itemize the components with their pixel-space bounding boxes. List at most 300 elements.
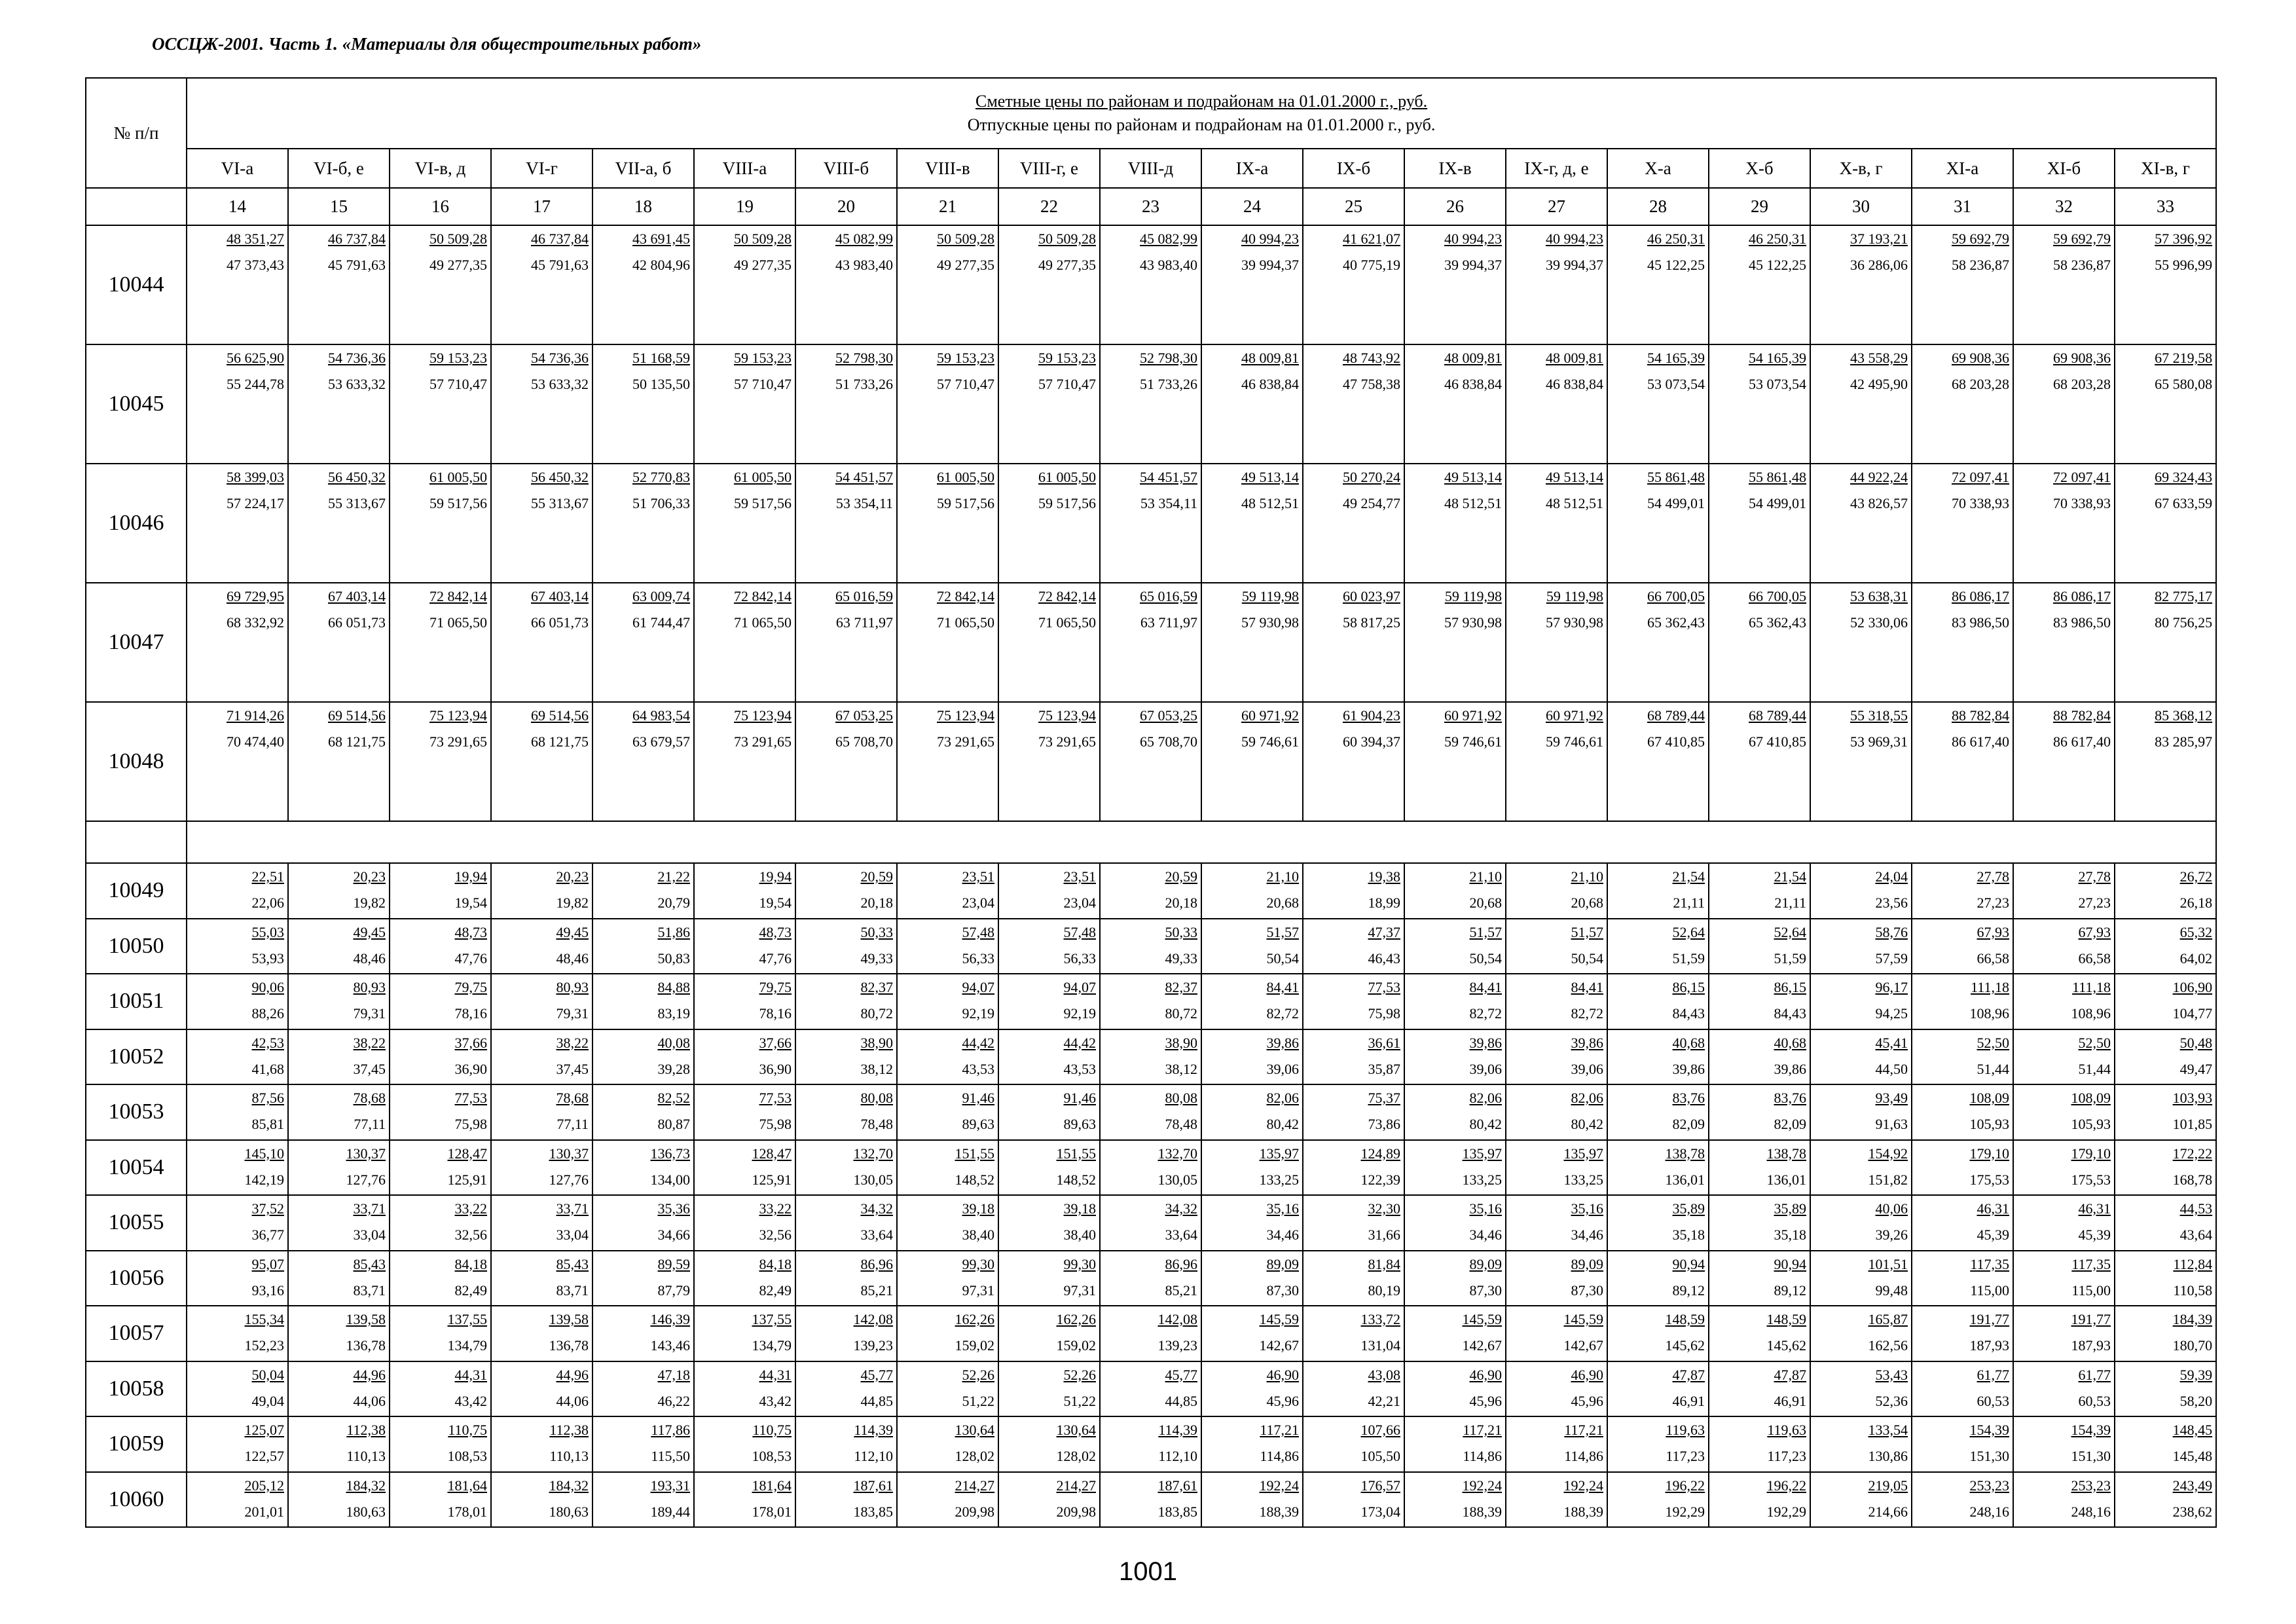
price-cell: [2115, 1140, 2216, 1196]
release-price: 92,19: [1063, 1005, 1096, 1022]
release-price: 130,86: [1868, 1448, 1908, 1464]
release-price: 125,91: [447, 1171, 487, 1188]
item-number: 10052: [86, 1029, 187, 1085]
price-cell: [694, 1195, 795, 1251]
release-price: 151,82: [1868, 1171, 1908, 1188]
price-cell: [1404, 464, 1506, 583]
release-price: 105,93: [1969, 1116, 2009, 1132]
release-price: 49,47: [2179, 1060, 2213, 1077]
estimate-price: 112,38: [549, 1422, 589, 1438]
price-cell: [1100, 464, 1201, 583]
price-cell: [1201, 1361, 1303, 1417]
price-cell: [1709, 1195, 1810, 1251]
release-price: 49 254,77: [1343, 495, 1400, 511]
estimate-price: 117,21: [1260, 1422, 1299, 1438]
estimate-price: 86 086,17: [1952, 588, 2009, 604]
release-price: 43 983,40: [835, 257, 893, 273]
release-price: 44,06: [353, 1392, 386, 1409]
release-price: 151,30: [2071, 1448, 2111, 1464]
table-row: [86, 1251, 2216, 1306]
price-cell: [1303, 1084, 1404, 1140]
estimate-price: 58 399,03: [227, 469, 284, 485]
estimate-price: 43 691,45: [632, 231, 690, 247]
release-price: 80,72: [1165, 1005, 1197, 1022]
release-price: 142,67: [1563, 1337, 1603, 1354]
price-cell: [1506, 1472, 1607, 1528]
release-price: 78,48: [860, 1116, 893, 1132]
price-cell: [390, 1029, 491, 1085]
price-cell: [187, 1306, 288, 1361]
estimate-price: 40,68: [1672, 1034, 1705, 1051]
region-header: VIII-а: [694, 149, 795, 188]
release-price: 77,11: [354, 1116, 386, 1132]
price-cell: [288, 464, 390, 583]
region-header: VI-а: [187, 149, 288, 188]
price-cell: [1201, 1140, 1303, 1196]
price-cell: [491, 1472, 592, 1528]
release-price: 67 633,59: [2155, 495, 2213, 511]
release-price: 51,22: [962, 1392, 994, 1409]
release-price: 39,26: [1875, 1227, 1908, 1243]
release-price: 48 512,51: [1444, 495, 1502, 511]
release-price: 78,48: [1165, 1116, 1197, 1132]
release-price: 50,83: [657, 950, 690, 967]
price-cell: [1506, 1306, 1607, 1361]
estimate-price: 243,49: [2172, 1477, 2213, 1494]
price-cell: [390, 225, 491, 344]
estimate-price: 56 450,32: [328, 469, 386, 485]
estimate-price: 69 324,43: [2155, 469, 2213, 485]
column-number: 14: [187, 188, 288, 225]
price-cell: [1404, 1361, 1506, 1417]
release-price: 59 746,61: [1241, 733, 1299, 750]
estimate-price: 89,09: [1266, 1255, 1299, 1272]
estimate-price: 119,63: [1666, 1422, 1705, 1438]
estimate-price: 54 451,57: [835, 469, 893, 485]
price-cell: [2115, 863, 2216, 919]
price-cell: [1201, 1029, 1303, 1085]
price-cell: [1303, 1140, 1404, 1196]
estimate-price: 119,63: [1767, 1422, 1806, 1438]
release-price: 39 994,37: [1444, 257, 1502, 273]
release-price: 32,56: [759, 1227, 792, 1243]
table-row: [86, 583, 2216, 702]
item-number: 10055: [86, 1195, 187, 1251]
release-price: 159,02: [955, 1337, 994, 1354]
release-price: 57 710,47: [734, 376, 792, 392]
price-cell: [1100, 1140, 1201, 1196]
table-row: [86, 919, 2216, 974]
estimate-price: 61 005,50: [937, 469, 994, 485]
price-cell: [1404, 702, 1506, 821]
estimate-price: 135,97: [1563, 1145, 1603, 1162]
estimate-price: 77,53: [1368, 979, 1400, 995]
price-cell: [795, 974, 897, 1029]
price-cell: [1303, 583, 1404, 702]
estimate-price: 117,21: [1564, 1422, 1603, 1438]
estimate-price: 47,87: [1672, 1366, 1705, 1383]
price-cell: [1100, 1029, 1201, 1085]
release-price: 20,18: [1165, 895, 1197, 911]
estimate-price: 84,18: [759, 1255, 792, 1272]
release-price: 79,31: [556, 1005, 589, 1022]
release-price: 55 244,78: [227, 376, 284, 392]
price-cell: [2115, 583, 2216, 702]
price-cell: [390, 344, 491, 464]
release-price: 31,66: [1368, 1227, 1400, 1243]
estimate-price: 46 250,31: [1749, 231, 1806, 247]
price-cell: [795, 1029, 897, 1085]
estimate-price: 77,53: [759, 1090, 792, 1106]
price-cell: [2115, 344, 2216, 464]
release-price: 50,54: [1266, 950, 1299, 967]
estimate-price: 191,77: [2071, 1311, 2111, 1327]
price-cell: [1607, 1251, 1709, 1306]
release-price: 188,39: [1563, 1503, 1603, 1520]
price-cell: [1303, 1251, 1404, 1306]
estimate-price: 80,08: [1165, 1090, 1197, 1106]
price-cell: [2115, 1029, 2216, 1085]
estimate-price: 38,22: [556, 1034, 589, 1051]
price-cell: [998, 1416, 1100, 1472]
estimate-price: 128,47: [752, 1145, 792, 1162]
price-cell: [694, 1251, 795, 1306]
table-row: [86, 1140, 2216, 1196]
release-price: 39,28: [657, 1060, 690, 1077]
price-cell: [1607, 974, 1709, 1029]
price-cell: [1912, 1472, 2013, 1528]
price-cell: [2013, 1084, 2115, 1140]
estimate-price: 55 861,48: [1749, 469, 1806, 485]
price-cell: [390, 974, 491, 1029]
price-cell: [491, 464, 592, 583]
price-cell: [1810, 1416, 1912, 1472]
estimate-price: 94,07: [962, 979, 994, 995]
release-price: 36 286,06: [1850, 257, 1908, 273]
price-cell: [1201, 1251, 1303, 1306]
release-price: 82,72: [1571, 1005, 1603, 1022]
price-cell: [1810, 344, 1912, 464]
price-cell: [491, 1195, 592, 1251]
price-cell: [1810, 1029, 1912, 1085]
price-cell: [2013, 344, 2115, 464]
release-price: 47 758,38: [1343, 376, 1400, 392]
price-cell: [1404, 1251, 1506, 1306]
release-price: 53 073,54: [1749, 376, 1806, 392]
price-cell: [795, 1084, 897, 1140]
price-cell: [2013, 919, 2115, 974]
release-price: 44,06: [556, 1392, 589, 1409]
region-header: VIII-д: [1100, 149, 1201, 188]
estimate-price: 67 219,58: [2155, 350, 2213, 366]
price-cell: [1201, 583, 1303, 702]
release-price: 187,93: [2071, 1337, 2111, 1354]
release-price: 34,46: [1571, 1227, 1603, 1243]
column-number: 25: [1303, 188, 1404, 225]
release-price: 75,98: [1368, 1005, 1400, 1022]
estimate-price: 69 514,56: [531, 707, 589, 724]
price-cell: [2115, 1306, 2216, 1361]
release-price: 87,30: [1266, 1282, 1299, 1299]
price-cell: [288, 1472, 390, 1528]
release-price: 38,12: [1165, 1060, 1197, 1077]
release-price: 57,59: [1875, 950, 1908, 967]
region-header: XI-б: [2013, 149, 2115, 188]
price-cell: [897, 863, 998, 919]
estimate-price: 57,48: [1063, 923, 1096, 940]
release-price: 73,86: [1368, 1116, 1400, 1132]
price-cell: [288, 1195, 390, 1251]
release-price: 57 710,47: [937, 376, 994, 392]
estimate-price: 125,07: [244, 1422, 284, 1438]
price-cell: [491, 1084, 592, 1140]
release-price: 131,04: [1360, 1337, 1400, 1354]
release-price: 82,09: [1672, 1116, 1705, 1132]
estimate-price: 196,22: [1665, 1477, 1705, 1494]
release-price: 43 826,57: [1850, 495, 1908, 511]
region-header: X-а: [1607, 149, 1709, 188]
release-price: 87,30: [1469, 1282, 1502, 1299]
release-price: 57 930,98: [1546, 614, 1603, 631]
price-cell: [1404, 1195, 1506, 1251]
release-price: 36,90: [759, 1060, 792, 1077]
estimate-price: 84,41: [1469, 979, 1502, 995]
release-price: 41,68: [251, 1060, 284, 1077]
release-price: 209,98: [1056, 1503, 1096, 1520]
release-price: 78,16: [454, 1005, 487, 1022]
price-cell: [1709, 1029, 1810, 1085]
price-cell: [1810, 1472, 1912, 1528]
price-cell: [998, 1029, 1100, 1085]
estimate-price: 49 513,14: [1444, 469, 1502, 485]
price-cell: [897, 583, 998, 702]
estimate-price: 136,73: [650, 1145, 690, 1162]
estimate-price: 41 621,07: [1343, 231, 1400, 247]
price-cell: [288, 583, 390, 702]
release-price: 70 338,93: [1952, 495, 2009, 511]
release-price: 108,96: [2071, 1005, 2111, 1022]
price-cell: [2115, 974, 2216, 1029]
price-cell: [187, 702, 288, 821]
price-cell: [592, 1361, 694, 1417]
price-cell: [1607, 1472, 1709, 1528]
price-cell: [1506, 1140, 1607, 1196]
estimate-price: 45,41: [1875, 1034, 1908, 1051]
price-cell: [1201, 1416, 1303, 1472]
release-price: 83 285,97: [2155, 733, 2213, 750]
price-cell: [1607, 225, 1709, 344]
price-cell: [1709, 1361, 1810, 1417]
price-cell: [288, 1084, 390, 1140]
price-cell: [1506, 1361, 1607, 1417]
estimate-price: 86,96: [860, 1255, 893, 1272]
estimate-price: 85 368,12: [2155, 707, 2213, 724]
price-cell: [592, 1251, 694, 1306]
release-price: 45,96: [1266, 1392, 1299, 1409]
release-price: 53 073,54: [1647, 376, 1705, 392]
release-price: 136,78: [346, 1337, 386, 1354]
price-cell: [187, 1195, 288, 1251]
release-price: 46 838,84: [1444, 376, 1502, 392]
estimate-price: 130,64: [1056, 1422, 1096, 1438]
estimate-price: 130,64: [955, 1422, 994, 1438]
price-cell: [592, 1416, 694, 1472]
price-cell: [1607, 1306, 1709, 1361]
price-cell: [187, 974, 288, 1029]
region-header: XI-в, г: [2115, 149, 2216, 188]
estimate-price: 154,39: [1969, 1422, 2009, 1438]
price-cell: [1506, 1029, 1607, 1085]
price-cell: [491, 1140, 592, 1196]
release-price: 37,45: [556, 1060, 589, 1077]
estimate-price: 69 729,95: [227, 588, 284, 604]
price-cell: [2115, 1251, 2216, 1306]
release-price: 91,63: [1875, 1116, 1908, 1132]
release-price: 46 838,84: [1241, 376, 1299, 392]
price-cell: [1912, 1140, 2013, 1196]
region-header: XI-а: [1912, 149, 2013, 188]
estimate-price: 130,37: [346, 1145, 386, 1162]
price-cell: [1404, 1140, 1506, 1196]
release-price: 57 710,47: [1038, 376, 1096, 392]
price-cell: [1810, 974, 1912, 1029]
item-number: 10045: [86, 344, 187, 464]
price-cell: [897, 974, 998, 1029]
estimate-price: 91,46: [962, 1090, 994, 1106]
price-cell: [187, 919, 288, 974]
price-cell: [1201, 702, 1303, 821]
estimate-price: 52,26: [1063, 1366, 1096, 1383]
estimate-price: 94,07: [1063, 979, 1096, 995]
price-cell: [998, 344, 1100, 464]
column-number: 33: [2115, 188, 2216, 225]
release-price: 143,46: [650, 1337, 690, 1354]
estimate-price: 88 782,84: [1952, 707, 2009, 724]
release-price: 51,59: [1672, 950, 1705, 967]
price-cell: [998, 702, 1100, 821]
release-price: 83 986,50: [1952, 614, 2009, 631]
estimate-price: 47,87: [1774, 1366, 1806, 1383]
estimate-price: 99,30: [1063, 1255, 1096, 1272]
estimate-price: 111,18: [1971, 979, 2009, 995]
estimate-price: 27,78: [2078, 868, 2111, 885]
price-cell: [1404, 1306, 1506, 1361]
estimate-price: 61 005,50: [734, 469, 792, 485]
release-price: 34,66: [657, 1227, 690, 1243]
estimate-price: 40,68: [1774, 1034, 1806, 1051]
price-cell: [897, 1361, 998, 1417]
estimate-price: 46 737,84: [328, 231, 386, 247]
release-price: 21,11: [1774, 895, 1806, 911]
release-price: 48,46: [556, 950, 589, 967]
release-price: 55 996,99: [2155, 257, 2213, 273]
price-cell: [1607, 1361, 1709, 1417]
column-number: 26: [1404, 188, 1506, 225]
price-cell: [187, 1251, 288, 1306]
estimate-price: 51,57: [1571, 923, 1603, 940]
release-price: 60 394,37: [1343, 733, 1400, 750]
release-price: 63 711,97: [1140, 614, 1197, 631]
estimate-price: 138,78: [1665, 1145, 1705, 1162]
price-cell: [694, 863, 795, 919]
price-cell: [1404, 919, 1506, 974]
release-price: 57 224,17: [227, 495, 284, 511]
estimate-price: 162,26: [1056, 1311, 1096, 1327]
release-price: 80,42: [1469, 1116, 1502, 1132]
release-price: 125,91: [752, 1171, 792, 1188]
release-price: 65 362,43: [1647, 614, 1705, 631]
price-cell: [897, 1251, 998, 1306]
estimate-price: 90,94: [1774, 1255, 1806, 1272]
release-price: 45,96: [1571, 1392, 1603, 1409]
estimate-price: 50,33: [860, 923, 893, 940]
price-cell: [1100, 1416, 1201, 1472]
estimate-price: 67,93: [1977, 923, 2009, 940]
price-cell: [998, 863, 1100, 919]
price-cell: [1607, 1195, 1709, 1251]
price-cell: [1506, 863, 1607, 919]
price-cell: [998, 1306, 1100, 1361]
estimate-price: 44 922,24: [1850, 469, 1908, 485]
estimate-price: 45,77: [1165, 1366, 1197, 1383]
release-price: 73 291,65: [429, 733, 487, 750]
release-price: 127,76: [549, 1171, 589, 1188]
release-price: 68 203,28: [2053, 376, 2111, 392]
price-cell: [1100, 1306, 1201, 1361]
release-price: 51 706,33: [632, 495, 690, 511]
release-price: 162,56: [1868, 1337, 1908, 1354]
release-price: 46,91: [1774, 1392, 1806, 1409]
item-number: 10050: [86, 919, 187, 974]
column-number: 20: [795, 188, 897, 225]
price-cell: [1709, 1416, 1810, 1472]
estimate-price: 85,43: [353, 1255, 386, 1272]
estimate-price: 184,32: [549, 1477, 589, 1494]
price-cell: [1912, 1361, 2013, 1417]
estimate-price: 45 082,99: [1140, 231, 1197, 247]
price-cell: [2115, 1416, 2216, 1472]
estimate-price: 181,64: [447, 1477, 487, 1494]
price-cell: [1810, 1306, 1912, 1361]
price-cell: [1912, 919, 2013, 974]
release-price: 114,86: [1463, 1448, 1502, 1464]
price-cell: [187, 1472, 288, 1528]
release-price: 187,93: [1969, 1337, 2009, 1354]
estimate-price: 52 798,30: [835, 350, 893, 366]
price-cell: [1303, 1416, 1404, 1472]
release-price: 43,53: [1063, 1060, 1096, 1077]
estimate-price: 21,10: [1469, 868, 1502, 885]
estimate-price: 148,59: [1766, 1311, 1806, 1327]
estimate-price: 106,90: [2172, 979, 2213, 995]
release-price: 59 746,61: [1444, 733, 1502, 750]
release-price: 145,62: [1665, 1337, 1705, 1354]
release-price: 134,79: [752, 1337, 792, 1354]
price-cell: [897, 1084, 998, 1140]
estimate-price: 52 770,83: [632, 469, 690, 485]
estimate-price: 44,31: [454, 1366, 487, 1383]
estimate-price: 82,37: [1165, 979, 1197, 995]
price-cell: [1506, 583, 1607, 702]
column-number: 30: [1810, 188, 1912, 225]
release-price: 19,82: [353, 895, 386, 911]
release-price: 82,49: [759, 1282, 792, 1299]
release-price: 59 517,56: [429, 495, 487, 511]
release-price: 97,31: [962, 1282, 994, 1299]
estimate-price: 33,71: [353, 1200, 386, 1217]
estimate-price: 65 016,59: [835, 588, 893, 604]
release-price: 83 986,50: [2053, 614, 2111, 631]
